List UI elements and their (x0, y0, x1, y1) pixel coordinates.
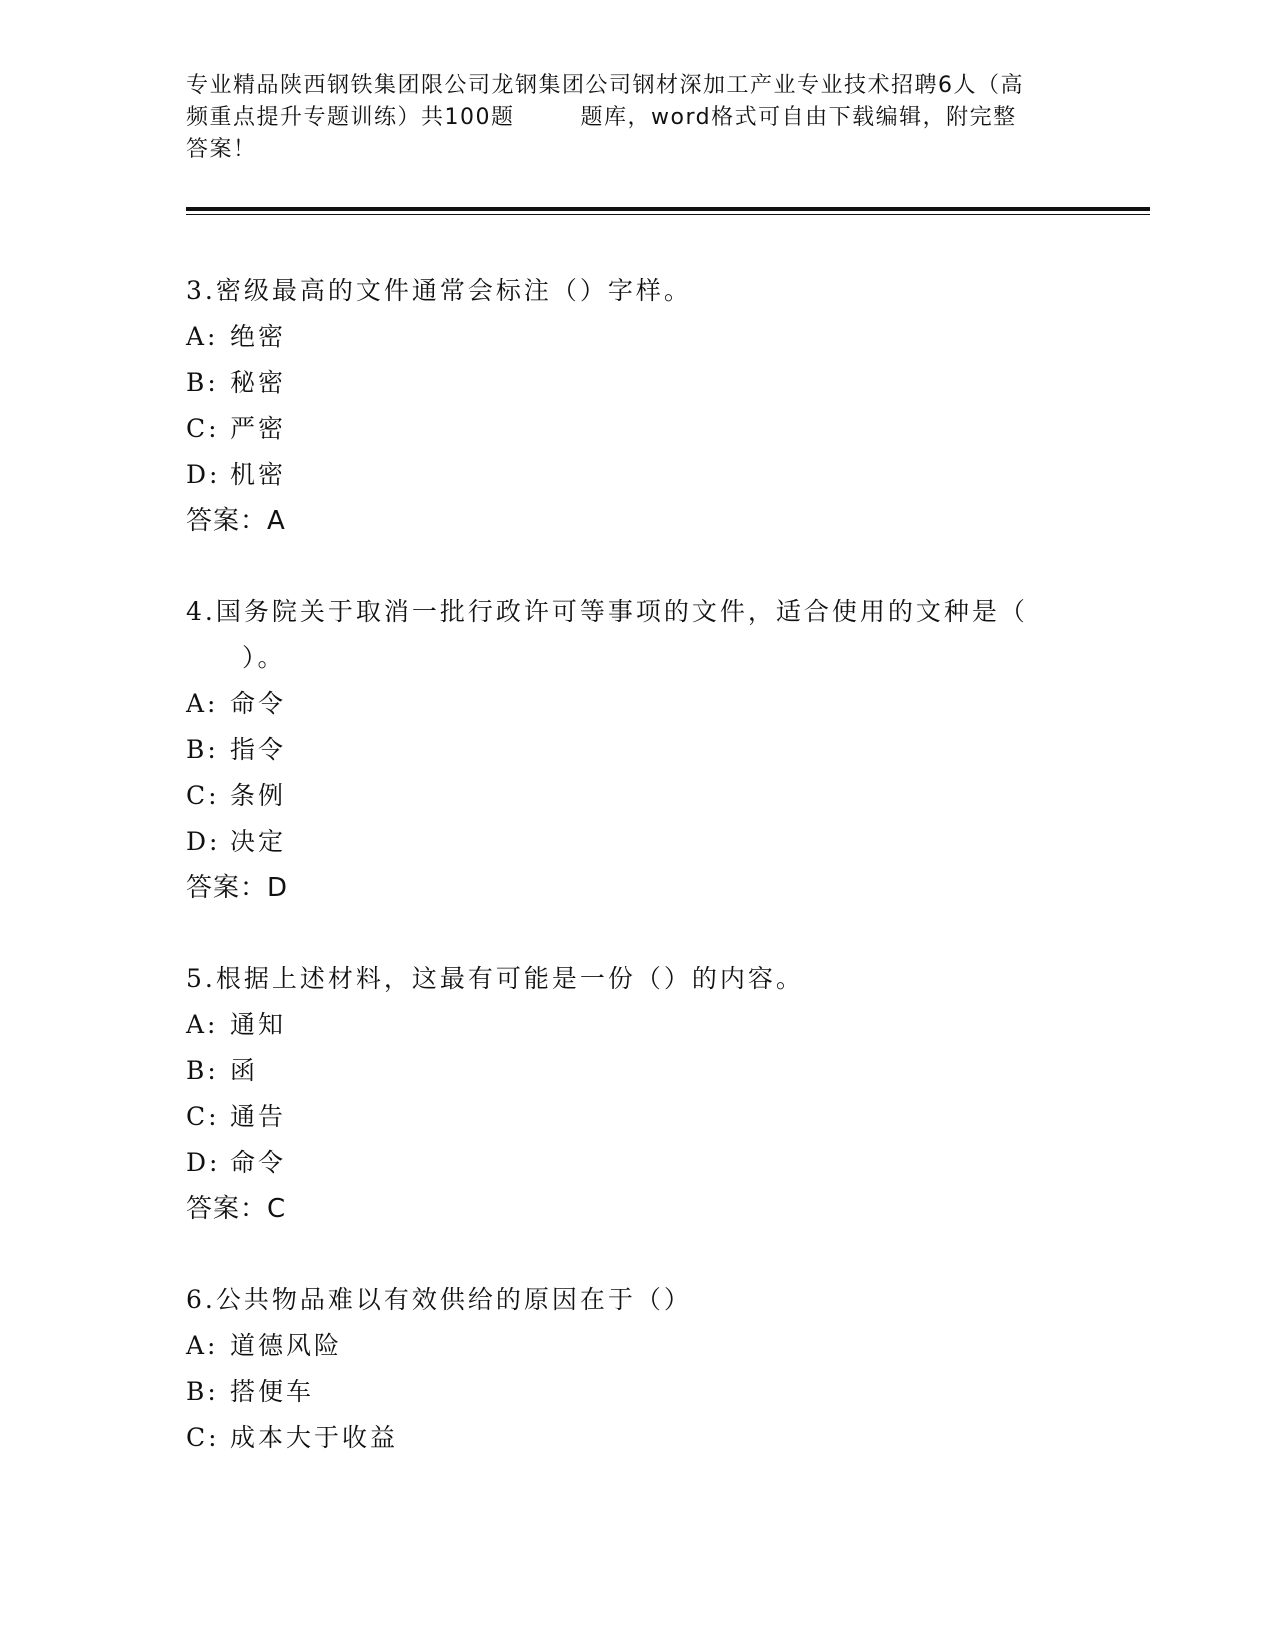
question-3 (186, 268, 1086, 544)
option-label: A: (186, 322, 219, 351)
option-text: 道德风险 (230, 1331, 343, 1360)
option-label: A: (186, 1010, 219, 1039)
option-d (186, 452, 1086, 498)
header-line-3: 答案！ (186, 137, 257, 162)
option-label: B: (186, 368, 219, 397)
option-a (186, 314, 1086, 360)
question-6 (186, 1277, 1086, 1461)
question-4 (186, 589, 1086, 911)
header-divider-thick (186, 207, 1150, 211)
option-text: 函 (230, 1056, 259, 1085)
header-divider-thin (186, 214, 1150, 215)
question-stem (186, 589, 1086, 681)
option-c (186, 1415, 1086, 1461)
option-label: C: (186, 1423, 220, 1452)
option-text: 秘密 (230, 368, 287, 397)
option-c (186, 773, 1086, 819)
question-stem-continuation: ）。 (242, 643, 286, 672)
option-text: 命令 (230, 689, 287, 718)
option-label: B: (186, 1056, 219, 1085)
question-stem: 5.根据上述材料，这最有可能是一份（）的内容。 (186, 964, 804, 993)
option-label: D: (186, 460, 221, 489)
question-stem-text: 4.国务院关于取消一批行政许可等事项的文件，适合使用的文种是（ (186, 597, 1028, 626)
option-text: 决定 (230, 827, 287, 856)
option-b (186, 1369, 1086, 1415)
option-label: A: (186, 689, 219, 718)
option-a (186, 1002, 1086, 1048)
question-5 (186, 956, 1086, 1232)
option-text: 指令 (230, 735, 287, 764)
header-line-2-part-b: 题库，word格式可自由下载编辑，附完整 (580, 105, 1017, 130)
option-text: 命令 (230, 1148, 287, 1177)
question-stem: 3.密级最高的文件通常会标注（）字样。 (186, 276, 692, 305)
option-text: 严密 (230, 414, 287, 443)
option-text: 通知 (230, 1010, 287, 1039)
answer: 答案：A (186, 506, 286, 536)
option-b (186, 1048, 1086, 1094)
option-text: 绝密 (230, 322, 287, 351)
option-label: A: (186, 1331, 219, 1360)
option-label: C: (186, 1102, 220, 1131)
option-a (186, 681, 1086, 727)
option-text: 通告 (230, 1102, 287, 1131)
header-line-1: 专业精品陕西钢铁集团限公司龙钢集团公司钢材深加工产业专业技术招聘6人（高 (186, 73, 1024, 98)
answer: 答案：C (186, 1194, 287, 1224)
answer: 答案：D (186, 873, 289, 903)
option-label: D: (186, 827, 221, 856)
option-label: C: (186, 781, 220, 810)
option-text: 成本大于收益 (230, 1423, 399, 1452)
option-d (186, 819, 1086, 865)
option-c (186, 1094, 1086, 1140)
option-d (186, 1140, 1086, 1186)
option-c (186, 406, 1086, 452)
question-list (186, 268, 1086, 1461)
option-label: C: (186, 414, 220, 443)
header-line-2-part-a: 频重点提升专题训练）共100题 (186, 105, 515, 130)
header-line-2 (186, 102, 1086, 134)
question-stem: 6.公共物品难以有效供给的原因在于（） (186, 1285, 692, 1314)
option-text: 条例 (230, 781, 287, 810)
option-label: B: (186, 1377, 219, 1406)
option-b (186, 360, 1086, 406)
option-text: 机密 (230, 460, 287, 489)
option-text: 搭便车 (230, 1377, 315, 1406)
option-label: D: (186, 1148, 221, 1177)
document-header (186, 70, 1086, 166)
option-label: B: (186, 735, 219, 764)
option-b (186, 727, 1086, 773)
option-a (186, 1323, 1086, 1369)
